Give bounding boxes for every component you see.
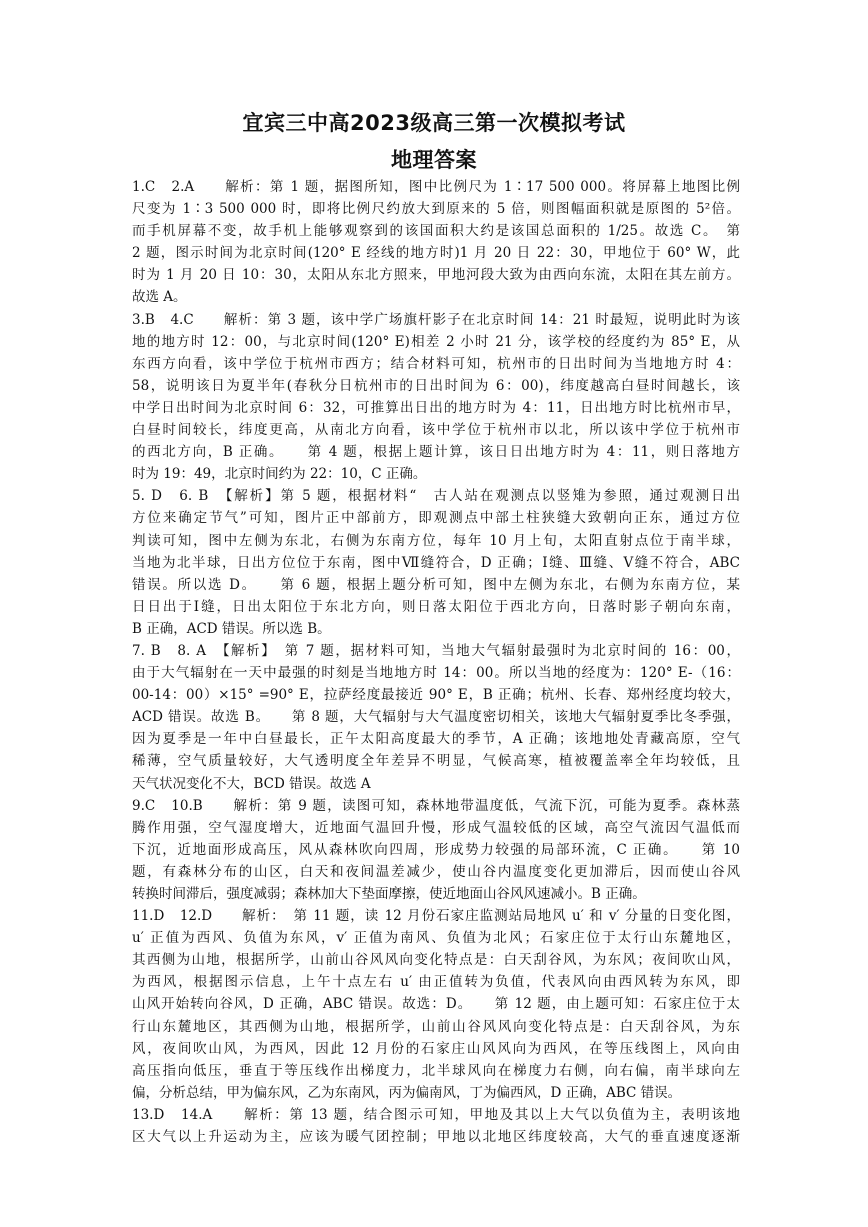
text-line: 风，夜间吹山风，为西风，因此 12 月份的石家庄山风风向为西风，在等压线图上，风向由: [132, 1040, 740, 1057]
text-line: 方位来确定节气”可知，图片正中部前方，即观测点中部土柱狭缝大致朝向正东，通过方位: [132, 510, 740, 527]
text-line: 时为 1 月 20 日 10：30，太阳从东北方照来，甲地河段大致为由西向东流，太阳在其左前方。: [132, 267, 740, 284]
text-line: 区大气以上升运动为主，应该为暖气团控制；甲地以北地区纬度较高，大气的垂直速度逐渐: [132, 1129, 740, 1146]
text-line: 13.D 14.A 解析：第 13 题，结合图示可知，甲地及其以上大气以负值为主，表明该地: [132, 1106, 740, 1123]
text-line: 9.C 10.B 解析：第 9 题，读图可知，森林地带温度低，气流下沉，可能为夏季。森林蒸: [132, 797, 740, 814]
text-line: 尺变为 1∶3 500 000 时，即将比例尺约放大到原来的 5 倍，则图幅面积就是原图的 5²倍。: [132, 201, 740, 218]
text-line: 稀薄，空气质量较好，大气透明度全年差异不明显，气候高寒，植被覆盖率全年均较低，且: [132, 753, 740, 770]
text-line: 题，有森林分布的山区，白天和夜间温差减少，使山谷内温度变化更加滞后，因而使山谷风: [132, 863, 740, 880]
text-line: 的西北方向，B 正确。 第 4 题，根据上题计算，该日日出地方时为 4：11，则日落地方: [132, 444, 740, 461]
text-line: B 正确，ACD 错误。所以选 B。: [132, 620, 331, 637]
answer-explanations: [132, 176, 740, 1148]
text-line: 由于大气辐射在一天中最强的时刻是当地地方时 14：00。所以当地的经度为：120° E-（16：: [132, 665, 740, 682]
text-line: 5. D 6. B 【解析】第 5 题，根据材料“ 古人站在观测点以竖雉为参照，通过观测日出: [132, 488, 740, 505]
text-line: 当地为北半球，日出方位位于东南，图中Ⅶ缝符合，D 正确；Ⅰ缝、Ⅲ缝、Ⅴ缝不符合，ABC: [132, 554, 740, 571]
text-line: 山风开始转向谷风，D 正确，ABC 错误。故选：D。 第 12 题，由上题可知：石家庄位于太: [132, 996, 740, 1013]
exam-title: 宜宾三中高2023级高三第一次模拟考试: [242, 111, 626, 135]
text-line: 高压指向低压，垂直于等压线作出梯度力，北半球风向在梯度力右侧，向右偏，南半球向左: [132, 1062, 740, 1079]
text-line: 58，说明该日为夏半年(春秋分日杭州市的日出时间为 6：00)，纬度越高白昼时间越长，该: [132, 377, 740, 394]
text-line: 腾作用强，空气湿度增大，近地面气温回升慢，形成气温较低的区域，高空气流因气温低而: [132, 819, 740, 836]
text-line: 7. B 8. A 【解析】 第 7 题，据材料可知，当地大气辐射最强时为北京时间的 16：00，: [132, 642, 740, 659]
text-line: u′ 正值为西风、负值为东风，v′ 正值为南风、负值为北风；石家庄位于太行山东麓地区，: [132, 930, 740, 947]
text-line: 转换时间滞后，强度减弱；森林加大下垫面摩擦，使近地面山谷风风速减小。B 正确。: [132, 886, 646, 902]
text-line: 中学日出时间为北京时间 6：32，可推算出日出的地方时为 4：11，日出地方时比杭州市早，: [132, 399, 740, 416]
text-line: 行山东麓地区，其西侧为山地，根据所学，山前山谷风风向变化特点是：白天刮谷风，为东: [132, 1018, 740, 1035]
text-line: 为西风，根据图示信息，上午十点左右 u′ 由正值转为负值，代表风向由西风转为东风，即: [132, 974, 740, 991]
text-line: 00-14：00）×15° =90° E，拉萨经度最接近 90° E，B 正确；杭州、长春、郑州经度均较大，: [132, 687, 740, 704]
text-line: 下沉，近地面形成高压，风从森林吹向四周，形成势力较强的局部环流，C 正确。 第 10: [132, 841, 740, 858]
text-line: 而手机屏幕不变，故手机上能够观察到的该国面积大约是该国总面积的 1/25。故选 C。 第: [132, 223, 740, 240]
text-line: 天气状况变化不大，BCD 错误。故选 A: [132, 775, 371, 792]
text-line: 2 题，图示时间为北京时间(120° E 经线的地方时)1 月 20 日 22：30，甲地位于 60° W，此: [132, 245, 740, 262]
text-line: 3.B 4.C 解析：第 3 题，该中学广场旗杆影子在北京时间 14：21 时最短，说明此时为该: [132, 311, 740, 328]
text-line: 地的地方时 12：00，与北京时间(120° E)相差 2 小时 21 分，该学校的经度约为 85° E，从: [132, 333, 740, 350]
text-line: 东西方向看，该中学位于杭州市西方；结合材料可知，杭州市的日出时间为当地地方时 4：: [132, 355, 740, 372]
answer-subtitle: 地理答案: [391, 148, 477, 172]
text-line: 时为 19：49，北京时间约为 22：10，C 正确。: [132, 466, 427, 483]
text-line: 错误。所以选 D。 第 6 题，根据上题分析可知，图中左侧为东北，右侧为东南方位，某: [132, 576, 740, 593]
text-line: 1.C 2.A 解析：第 1 题，据图所知，图中比例尺为 1∶17 500 000。将屏幕上地图比例: [132, 179, 740, 195]
text-line: 偏，分析总结，甲为偏东风，乙为东南风，丙为偏南风，丁为偏西风，D 正确，ABC 错误。: [132, 1084, 682, 1101]
text-line: 白昼时间较长，纬度更高，从南北方向看，该中学位于杭州市以北，所以该中学位于杭州市: [132, 422, 740, 439]
text-line: ACD 错误。故选 B。 第 8 题，大气辐射与大气温度密切相关，该地大气辐射夏季比冬季强，: [132, 709, 740, 726]
text-line: 日日出于Ⅰ缝，日出太阳位于东北方向，则日落太阳位于西北方向，日落时影子朝向东南，: [132, 598, 740, 615]
text-line: 故选 A。: [132, 289, 187, 306]
text-line: 其西侧为山地，根据所学，山前山谷风风向变化特点是：白天刮谷风，为东风；夜间吹山风，: [132, 952, 740, 969]
text-line: 判读可知，图中左侧为东北，右侧为东南方位，每年 10 月上旬，太阳直射点位于南半球，: [132, 532, 740, 549]
text-line: 11.D 12.D 解析： 第 11 题，读 12 月份石家庄监测站局地风 u′ 和 v′ 分量的日变化图，: [132, 908, 740, 925]
text-line: 因为夏季是一年中白昼最长，正午太阳高度最大的季节，A 正确；该地地处青藏高原，空气: [132, 731, 740, 748]
